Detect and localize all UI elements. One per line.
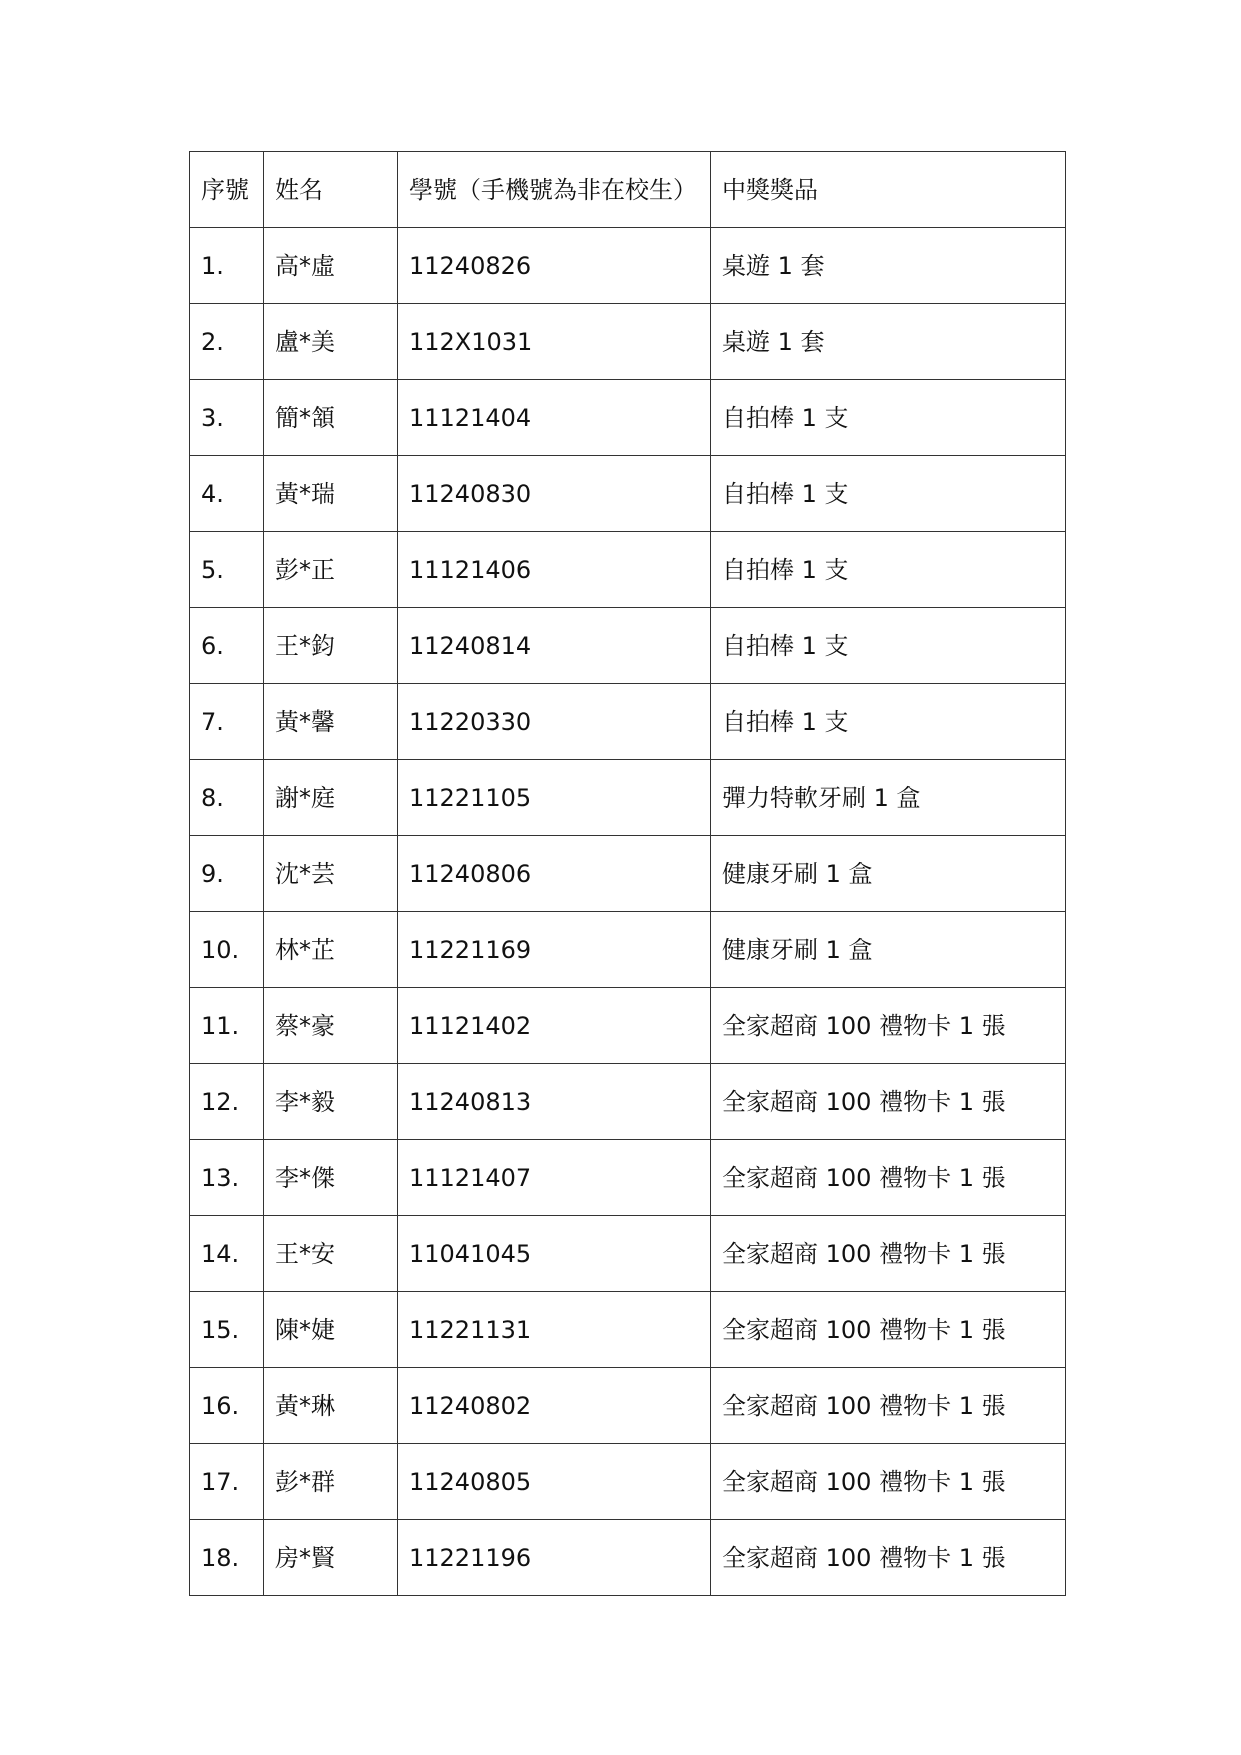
prize: 全家超商 100 禮物卡 1 張 bbox=[711, 1216, 1066, 1292]
winner-name: 李*毅 bbox=[264, 1064, 398, 1140]
winner-name: 彭*群 bbox=[264, 1444, 398, 1520]
winner-name: 蔡*豪 bbox=[264, 988, 398, 1064]
winner-name: 簡*頷 bbox=[264, 380, 398, 456]
table-row bbox=[190, 608, 1066, 684]
table-row bbox=[190, 760, 1066, 836]
row-index: 8. bbox=[190, 760, 264, 836]
table-body bbox=[190, 228, 1066, 1596]
student-id: 11221131 bbox=[398, 1292, 711, 1368]
table-row bbox=[190, 1444, 1066, 1520]
winner-name: 彭*正 bbox=[264, 532, 398, 608]
winner-name: 黃*馨 bbox=[264, 684, 398, 760]
prize: 全家超商 100 禮物卡 1 張 bbox=[711, 988, 1066, 1064]
row-index: 15. bbox=[190, 1292, 264, 1368]
header-prize: 中獎獎品 bbox=[711, 152, 1066, 228]
winner-name: 黃*瑞 bbox=[264, 456, 398, 532]
prize: 全家超商 100 禮物卡 1 張 bbox=[711, 1140, 1066, 1216]
student-id: 11240814 bbox=[398, 608, 711, 684]
table-row bbox=[190, 1292, 1066, 1368]
table-row bbox=[190, 684, 1066, 760]
prize: 自拍棒 1 支 bbox=[711, 456, 1066, 532]
winner-name: 謝*庭 bbox=[264, 760, 398, 836]
table-row bbox=[190, 1064, 1066, 1140]
table-row bbox=[190, 912, 1066, 988]
student-id: 11220330 bbox=[398, 684, 711, 760]
header-index: 序號 bbox=[190, 152, 264, 228]
table-row bbox=[190, 1140, 1066, 1216]
row-index: 1. bbox=[190, 228, 264, 304]
row-index: 10. bbox=[190, 912, 264, 988]
winner-name: 盧*美 bbox=[264, 304, 398, 380]
prize: 全家超商 100 禮物卡 1 張 bbox=[711, 1368, 1066, 1444]
winners-table bbox=[189, 151, 1066, 1596]
table-row bbox=[190, 836, 1066, 912]
table-row bbox=[190, 988, 1066, 1064]
row-index: 9. bbox=[190, 836, 264, 912]
table-row bbox=[190, 1520, 1066, 1596]
row-index: 7. bbox=[190, 684, 264, 760]
student-id: 11041045 bbox=[398, 1216, 711, 1292]
winner-name: 高*虛 bbox=[264, 228, 398, 304]
prize: 自拍棒 1 支 bbox=[711, 684, 1066, 760]
student-id: 11240830 bbox=[398, 456, 711, 532]
student-id: 11221196 bbox=[398, 1520, 711, 1596]
row-index: 4. bbox=[190, 456, 264, 532]
student-id: 11121407 bbox=[398, 1140, 711, 1216]
row-index: 16. bbox=[190, 1368, 264, 1444]
table-row bbox=[190, 456, 1066, 532]
student-id: 11221169 bbox=[398, 912, 711, 988]
winner-name: 沈*芸 bbox=[264, 836, 398, 912]
header-name: 姓名 bbox=[264, 152, 398, 228]
student-id: 11221105 bbox=[398, 760, 711, 836]
prize: 彈力特軟牙刷 1 盒 bbox=[711, 760, 1066, 836]
row-index: 12. bbox=[190, 1064, 264, 1140]
row-index: 3. bbox=[190, 380, 264, 456]
student-id: 11240802 bbox=[398, 1368, 711, 1444]
row-index: 14. bbox=[190, 1216, 264, 1292]
prize: 自拍棒 1 支 bbox=[711, 380, 1066, 456]
prize: 自拍棒 1 支 bbox=[711, 608, 1066, 684]
row-index: 13. bbox=[190, 1140, 264, 1216]
winner-name: 林*芷 bbox=[264, 912, 398, 988]
winner-name: 房*賢 bbox=[264, 1520, 398, 1596]
row-index: 11. bbox=[190, 988, 264, 1064]
winner-name: 李*傑 bbox=[264, 1140, 398, 1216]
table-row bbox=[190, 532, 1066, 608]
student-id: 11240826 bbox=[398, 228, 711, 304]
table-header bbox=[190, 152, 1066, 228]
prize: 健康牙刷 1 盒 bbox=[711, 836, 1066, 912]
table-row bbox=[190, 304, 1066, 380]
header-student-id: 學號（手機號為非在校生） bbox=[398, 152, 711, 228]
header-row bbox=[190, 152, 1066, 228]
prize: 自拍棒 1 支 bbox=[711, 532, 1066, 608]
row-index: 2. bbox=[190, 304, 264, 380]
student-id: 11240813 bbox=[398, 1064, 711, 1140]
prize: 健康牙刷 1 盒 bbox=[711, 912, 1066, 988]
winner-name: 王*安 bbox=[264, 1216, 398, 1292]
table-row bbox=[190, 380, 1066, 456]
prize: 全家超商 100 禮物卡 1 張 bbox=[711, 1520, 1066, 1596]
student-id: 11240805 bbox=[398, 1444, 711, 1520]
student-id: 112X1031 bbox=[398, 304, 711, 380]
prize: 桌遊 1 套 bbox=[711, 228, 1066, 304]
student-id: 11121404 bbox=[398, 380, 711, 456]
prize: 全家超商 100 禮物卡 1 張 bbox=[711, 1292, 1066, 1368]
table-row bbox=[190, 1216, 1066, 1292]
student-id: 11121402 bbox=[398, 988, 711, 1064]
winner-name: 陳*婕 bbox=[264, 1292, 398, 1368]
row-index: 18. bbox=[190, 1520, 264, 1596]
winner-name: 黃*琳 bbox=[264, 1368, 398, 1444]
row-index: 6. bbox=[190, 608, 264, 684]
student-id: 11121406 bbox=[398, 532, 711, 608]
prize: 全家超商 100 禮物卡 1 張 bbox=[711, 1444, 1066, 1520]
student-id: 11240806 bbox=[398, 836, 711, 912]
winner-name: 王*鈞 bbox=[264, 608, 398, 684]
table-row bbox=[190, 1368, 1066, 1444]
prize: 桌遊 1 套 bbox=[711, 304, 1066, 380]
row-index: 5. bbox=[190, 532, 264, 608]
row-index: 17. bbox=[190, 1444, 264, 1520]
prize: 全家超商 100 禮物卡 1 張 bbox=[711, 1064, 1066, 1140]
table-row bbox=[190, 228, 1066, 304]
